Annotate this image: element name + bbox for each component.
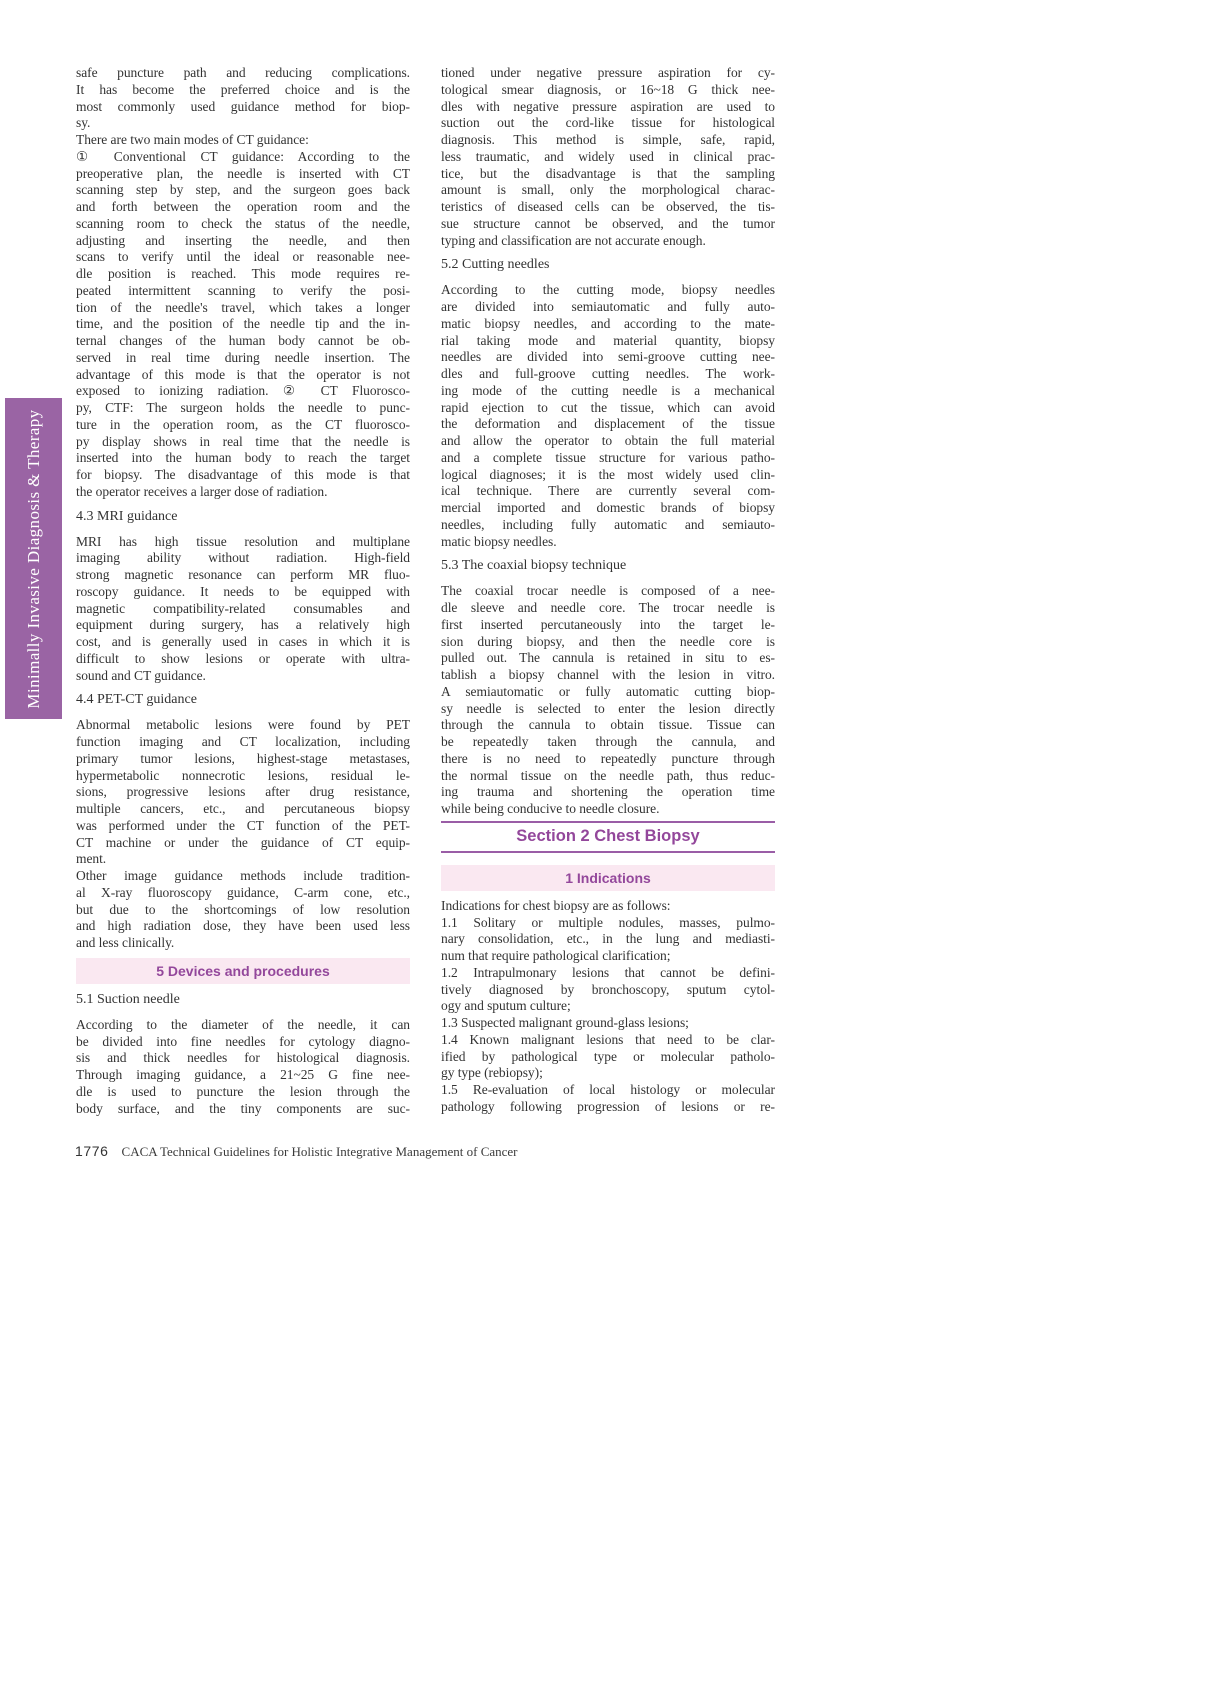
- text-line: mercial imported and domestic brands of biopsy: [441, 500, 775, 515]
- text-line: less traumatic, and widely used in clinical prac-: [441, 148, 775, 164]
- text-line: sound and CT guidance.: [76, 667, 206, 683]
- text-line: there is no need to repeatedly puncture through: [441, 750, 775, 766]
- text-line: 1.1 Solitary or multiple nodules, masses, pulmo-: [441, 914, 775, 930]
- text-line: Through imaging guidance, a 21~25 G fine nee-: [76, 1067, 410, 1082]
- text-line: scanning step by step, and the surgeon goes back: [76, 182, 410, 198]
- text-line: inserted into the human body to reach the target: [76, 450, 410, 466]
- text-line: needles are divided into semi-groove cutting nee-: [441, 349, 775, 365]
- text-line: The coaxial trocar needle is composed of a nee-: [441, 583, 775, 599]
- text-line: scanning room to check the status of the needle,: [76, 215, 410, 231]
- text-line: 1.3 Suspected malignant ground-glass lesions;: [441, 1015, 689, 1030]
- text-line: logical diagnoses; it is the most widely used clin-: [441, 466, 775, 482]
- text-line: multiple cancers, etc., and percutaneous biopsy: [76, 801, 410, 816]
- text-line: hypermetabolic nonnecrotic lesions, residual le-: [76, 767, 410, 783]
- text-line: and high radiation dose, they have been used less: [76, 918, 410, 934]
- text-line: ical technique. There are currently several com-: [441, 483, 775, 499]
- text-line: sis and thick needles for histological diagnosis.: [76, 1050, 410, 1066]
- text-line: ture in the operation room, as the CT fluorosco-: [76, 416, 410, 432]
- text-line: pathology following progression of lesions or re-: [441, 1098, 775, 1114]
- text-line: typing and classification are not accurate enough.: [441, 232, 706, 248]
- text-line: for biopsy. The disadvantage of this mode is that: [76, 467, 410, 482]
- text-line: be divided into fine needles for cytology diagno-: [76, 1033, 410, 1049]
- text-line: strong magnetic resonance can perform MR fluo-: [76, 567, 410, 582]
- text-line: matic biopsy needles, and according to the mate-: [441, 315, 775, 331]
- paragraph: [76, 868, 410, 952]
- text-line: magnetic compatibility-related consumables and: [76, 600, 410, 616]
- text-line: tion of the needle's travel, which takes a longer: [76, 299, 410, 315]
- text-column-right: [441, 65, 775, 1116]
- text-line: difficult to show lesions or operate with ultra-: [76, 650, 410, 666]
- text-line: tological smear diagnosis, or 16~18 G thick nee-: [441, 81, 775, 97]
- text-line: rapid ejection to cut the tissue, which can avoid: [441, 399, 775, 415]
- text-line: while being conducive to needle closure.: [441, 801, 660, 816]
- text-line: needles, including fully automatic and semiauto-: [441, 516, 775, 532]
- paragraph: [76, 717, 410, 868]
- text-line: advantage of this mode is that the operator is not: [76, 366, 410, 382]
- text-line: primary tumor lesions, highest-stage metastases,: [76, 750, 410, 766]
- text-line: scans to verify until the ideal or reasonable nee-: [76, 249, 410, 265]
- paragraph: [76, 149, 410, 501]
- text-line: sy needle is selected to enter the lesion directly: [441, 700, 775, 716]
- text-line: cost, and is generally used in cases in which it is: [76, 634, 410, 649]
- subsection-heading: 5.3 The coaxial biopsy technique: [441, 558, 627, 574]
- text-line: body surface, and the tiny components are suc-: [76, 1100, 410, 1116]
- chapter-sidebar-label: Minimally Invasive Diagnosis & Therapy: [23, 408, 43, 709]
- text-line: tice, but the disadvantage is that the sampling: [441, 165, 775, 181]
- text-line: safe puncture path and reducing complications.: [76, 65, 410, 80]
- text-line: sy.: [76, 115, 91, 131]
- paragraph: [441, 898, 775, 1116]
- text-line: was performed under the CT function of the PET-: [76, 817, 410, 833]
- text-line: amount is small, only the morphological charac-: [441, 182, 775, 198]
- text-line: nary consolidation, etc., in the lung and mediasti-: [441, 931, 775, 947]
- paragraph: [76, 132, 410, 149]
- text-line: num that require pathological clarification;: [441, 948, 671, 963]
- text-line: tively diagnosed by bronchoscopy, sputum cytol-: [441, 981, 775, 997]
- text-line: tablish a biopsy channel with the lesion in vitro.: [441, 667, 775, 682]
- text-line: dle sleeve and needle core. The trocar needle is: [441, 600, 775, 615]
- numbered-section-header: 1 Indications: [441, 865, 775, 891]
- text-line: According to the cutting mode, biopsy needles: [441, 282, 775, 298]
- text-line: through the cannula to obtain tissue. Tissue can: [441, 717, 775, 733]
- text-line: dles with negative pressure aspiration are used to: [441, 98, 775, 114]
- text-line: teristics of diseased cells can be observed, the tis-: [441, 199, 775, 214]
- subsection-heading: 5.2 Cutting needles: [441, 257, 550, 273]
- text-line: matic biopsy needles.: [441, 533, 557, 549]
- text-line: py, CTF: The surgeon holds the needle to punc-: [76, 400, 410, 415]
- text-line: and allow the operator to obtain the full material: [441, 433, 775, 448]
- text-line: ① Conventional CT guidance: According to the: [76, 148, 410, 164]
- text-line: CT machine or under the guidance of CT equip-: [76, 834, 410, 850]
- subsection-heading: 4.4 PET-CT guidance: [76, 692, 197, 708]
- paragraph: [76, 1017, 410, 1118]
- subsection-heading: 4.3 MRI guidance: [76, 508, 178, 524]
- text-line: exposed to ionizing radiation. ② CT Fluorosco-: [76, 383, 410, 399]
- page-footer: [75, 1143, 518, 1161]
- paragraph: [441, 282, 775, 550]
- text-line: and forth between the operation room and the: [76, 199, 410, 214]
- text-line: ing trauma and shortening the operation time: [441, 784, 775, 800]
- text-line: ternal changes of the human body cannot be ob-: [76, 333, 410, 348]
- paragraph: [441, 583, 775, 818]
- text-line: According to the diameter of the needle, it can: [76, 1016, 410, 1032]
- text-line: function imaging and CT localization, including: [76, 734, 410, 749]
- text-line: the normal tissue on the needle path, thus reduc-: [441, 767, 775, 783]
- paragraph: [76, 65, 410, 132]
- running-footer-title: CACA Technical Guidelines for Holistic Integrative Management of Cancer: [121, 1144, 518, 1159]
- text-line: most commonly used guidance method for biop-: [76, 98, 410, 114]
- text-line: are divided into semiautomatic and fully auto-: [441, 299, 775, 314]
- text-line: and less clinically.: [76, 935, 175, 950]
- text-line: time, and the position of the needle tip and the in-: [76, 316, 410, 332]
- text-line: peated intermittent scanning to verify the posi-: [76, 282, 410, 298]
- text-line: ogy and sputum culture;: [441, 998, 571, 1014]
- text-line: 1.4 Known malignant lesions that need to be clar-: [441, 1031, 775, 1047]
- paragraph: [441, 65, 775, 249]
- text-line: roscopy guidance. It needs to be equipped with: [76, 583, 410, 599]
- text-line: the operator receives a larger dose of radiation.: [76, 483, 328, 499]
- text-line: diagnosis. This method is simple, safe, rapid,: [441, 132, 775, 147]
- text-line: al X-ray fluoroscopy guidance, C-arm cone, etc.,: [76, 884, 410, 900]
- numbered-section-header: 5 Devices and procedures: [76, 958, 410, 984]
- text-line: Abnormal metabolic lesions were found by PET: [76, 717, 410, 733]
- text-line: ing mode of the cutting needle is a mechanical: [441, 382, 775, 398]
- text-line: Indications for chest biopsy are as follows:: [441, 897, 671, 913]
- text-line: preoperative plan, the needle is inserted with CT: [76, 165, 410, 181]
- text-line: ment.: [76, 851, 107, 867]
- text-line: imaging ability without radiation. High-field: [76, 550, 410, 566]
- text-line: A semiautomatic or fully automatic cutting biop-: [441, 683, 775, 699]
- text-line: tioned under negative pressure aspiration for cy-: [441, 65, 775, 80]
- text-line: sion during biopsy, and then the needle core is: [441, 633, 775, 649]
- subsection-heading: 5.1 Suction needle: [76, 991, 180, 1007]
- text-line: dles and full-groove cutting needles. The work-: [441, 366, 775, 381]
- text-line: dle position is reached. This mode requires re-: [76, 266, 410, 281]
- text-line: ified by pathological type or molecular patholo-: [441, 1048, 775, 1064]
- paragraph: [76, 534, 410, 685]
- text-line: first inserted percutaneously into the target le-: [441, 616, 775, 632]
- text-line: It has become the preferred choice and is the: [76, 81, 410, 97]
- text-line: pulled out. The cannula is retained in situ to es-: [441, 650, 775, 666]
- text-line: Other image guidance methods include tradition-: [76, 868, 410, 883]
- text-line: py display shows in real time that the needle is: [76, 433, 410, 449]
- text-line: dle is used to puncture the lesion through the: [76, 1083, 410, 1099]
- text-line: sions, progressive lesions after drug resistance,: [76, 784, 410, 800]
- text-column-left: [76, 65, 410, 1117]
- text-line: rial taking mode and material quantity, biopsy: [441, 332, 775, 348]
- chapter-sidebar-tab: [5, 398, 62, 719]
- text-line: suction out the cord-like tissue for histological: [441, 115, 775, 131]
- page-number: 1776: [75, 1143, 109, 1159]
- text-line: equipment during surgery, has a relatively high: [76, 617, 410, 633]
- text-line: and a complete tissue structure for various patho-: [441, 449, 775, 465]
- text-line: adjusting and inserting the needle, and then: [76, 232, 410, 248]
- text-line: the deformation and displacement of the tissue: [441, 416, 775, 432]
- text-line: sue structure cannot be observed, and the tumor: [441, 215, 775, 231]
- text-line: be repeatedly taken through the cannula, and: [441, 734, 775, 749]
- text-line: MRI has high tissue resolution and multiplane: [76, 533, 410, 549]
- text-line: gy type (rebiopsy);: [441, 1065, 543, 1081]
- text-line: There are two main modes of CT guidance:: [76, 132, 309, 147]
- text-line: served in real time during needle insertion. The: [76, 349, 410, 365]
- text-line: but due to the shortcomings of low resolution: [76, 901, 410, 917]
- section-title: Section 2 Chest Biopsy: [441, 821, 775, 853]
- text-line: 1.5 Re-evaluation of local histology or molecular: [441, 1082, 775, 1097]
- text-line: 1.2 Intrapulmonary lesions that cannot be defini-: [441, 964, 775, 980]
